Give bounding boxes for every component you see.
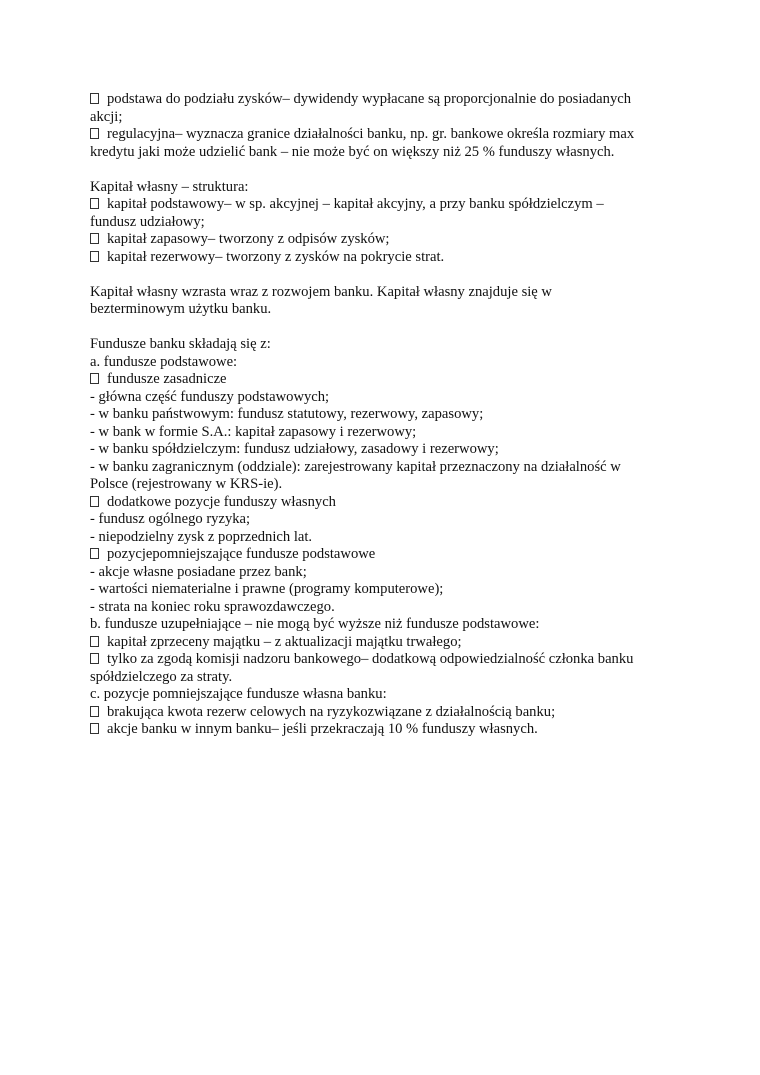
blank-line bbox=[90, 266, 680, 284]
text-line bbox=[90, 354, 680, 372]
line-text: kapitał podstawowy– w sp. akcyjnej – kapitał akcyjny, a przy banku spółdzielczym – bbox=[107, 196, 604, 212]
text-line bbox=[90, 301, 680, 319]
text-line bbox=[90, 424, 680, 442]
text-line bbox=[90, 476, 680, 494]
blank-line bbox=[90, 319, 680, 337]
line-text: Polsce (rejestrowany w KRS-ie). bbox=[90, 476, 283, 492]
line-text: kapitał zapasowy– tworzony z odpisów zysków; bbox=[107, 231, 390, 247]
line-text: brakująca kwota rezerw celowych na ryzykozwiązane z działalnością banku; bbox=[107, 703, 556, 720]
line-text: - główna część funduszy podstawowych; bbox=[90, 388, 330, 405]
line-text: - w banku spółdzielczym: fundusz udziałowy, zasadowy i rezerwowy; bbox=[90, 441, 499, 457]
line-text: pozycjepomniejszające fundusze podstawowe bbox=[107, 546, 376, 562]
bullet-line bbox=[90, 704, 680, 722]
line-text: - niepodzielny zysk z poprzednich lat. bbox=[90, 528, 313, 545]
line-text: tylko za zgodą komisji nadzoru bankowego– dodatkową odpowiedzialność członka banku bbox=[107, 651, 634, 667]
text-line bbox=[90, 406, 680, 424]
text-line bbox=[90, 179, 680, 197]
bullet-line bbox=[90, 91, 680, 109]
text-line bbox=[90, 669, 680, 687]
line-text: spółdzielczego za straty. bbox=[90, 668, 233, 685]
line-text: Fundusze banku składają się z: bbox=[90, 336, 271, 352]
line-text: - w banku państwowym: fundusz statutowy, rezerwowy, zapasowy; bbox=[90, 406, 484, 422]
line-text: kapitał rezerwowy– tworzony z zysków na pokrycie strat. bbox=[107, 248, 445, 265]
line-text: akcji; bbox=[90, 108, 123, 125]
text-line bbox=[90, 389, 680, 407]
bullet-box-icon bbox=[90, 373, 99, 384]
text-line bbox=[90, 581, 680, 599]
text-line bbox=[90, 511, 680, 529]
text-line bbox=[90, 284, 680, 302]
line-text: - akcje własne posiadane przez bank; bbox=[90, 563, 307, 580]
line-text: c. pozycje pomniejszające fundusze własna banku: bbox=[90, 686, 387, 702]
bullet-line bbox=[90, 196, 680, 214]
bullet-box-icon bbox=[90, 723, 99, 734]
bullet-box-icon bbox=[90, 198, 99, 209]
text-line bbox=[90, 144, 680, 162]
line-text: Kapitał własny wzrasta wraz z rozwojem banku. Kapitał własny znajduje się w bbox=[90, 283, 552, 300]
bullet-line bbox=[90, 231, 680, 249]
bullet-box-icon bbox=[90, 93, 99, 104]
bullet-line bbox=[90, 494, 680, 512]
line-text: - w banku zagranicznym (oddziale): zarejestrowany kapitał przeznaczony na działalność w bbox=[90, 458, 621, 475]
text-line bbox=[90, 529, 680, 547]
blank-line bbox=[90, 161, 680, 179]
bullet-line bbox=[90, 371, 680, 389]
text-line bbox=[90, 214, 680, 232]
bullet-box-icon bbox=[90, 548, 99, 559]
line-text: - fundusz ogólnego ryzyka; bbox=[90, 511, 251, 527]
text-line bbox=[90, 109, 680, 127]
line-text: dodatkowe pozycje funduszy własnych bbox=[107, 493, 336, 510]
bullet-line bbox=[90, 634, 680, 652]
line-text: fundusz udziałowy; bbox=[90, 213, 205, 230]
text-line bbox=[90, 599, 680, 617]
bullet-line bbox=[90, 126, 680, 144]
text-line bbox=[90, 441, 680, 459]
line-text: Kapitał własny – struktura: bbox=[90, 178, 249, 195]
bullet-box-icon bbox=[90, 706, 99, 717]
line-text: akcje banku w innym banku– jeśli przekraczają 10 % funduszy własnych. bbox=[107, 721, 538, 737]
line-text: kredytu jaki może udzielić bank – nie może być on większy niż 25 % funduszy własnych. bbox=[90, 143, 615, 160]
text-line bbox=[90, 686, 680, 704]
bullet-box-icon bbox=[90, 496, 99, 507]
bullet-line bbox=[90, 546, 680, 564]
line-text: b. fundusze uzupełniające – nie mogą być wyższe niż fundusze podstawowe: bbox=[90, 616, 540, 632]
bullet-line bbox=[90, 721, 680, 739]
bullet-box-icon bbox=[90, 233, 99, 244]
line-text: - wartości niematerialne i prawne (programy komputerowe); bbox=[90, 581, 444, 597]
text-line bbox=[90, 564, 680, 582]
bullet-box-icon bbox=[90, 636, 99, 647]
document-body bbox=[90, 91, 680, 739]
text-line bbox=[90, 616, 680, 634]
line-text: bezterminowym użytku banku. bbox=[90, 301, 272, 317]
line-text: kapitał zprzeceny majątku – z aktualizacji majątku trwałego; bbox=[107, 633, 462, 650]
line-text: podstawa do podziału zysków– dywidendy wypłacane są proporcjonalnie do posiadanych bbox=[107, 91, 632, 107]
line-text: regulacyjna– wyznacza granice działalności banku, np. gr. bankowe określa rozmiary max bbox=[107, 126, 635, 142]
text-line bbox=[90, 336, 680, 354]
text-line bbox=[90, 459, 680, 477]
line-text: - w bank w formie S.A.: kapitał zapasowy i rezerwowy; bbox=[90, 423, 417, 440]
line-text: fundusze zasadnicze bbox=[107, 371, 227, 387]
bullet-box-icon bbox=[90, 128, 99, 139]
bullet-box-icon bbox=[90, 653, 99, 664]
bullet-box-icon bbox=[90, 251, 99, 262]
line-text: a. fundusze podstawowe: bbox=[90, 353, 238, 370]
bullet-line bbox=[90, 249, 680, 267]
line-text: - strata na koniec roku sprawozdawczego. bbox=[90, 598, 335, 615]
bullet-line bbox=[90, 651, 680, 669]
